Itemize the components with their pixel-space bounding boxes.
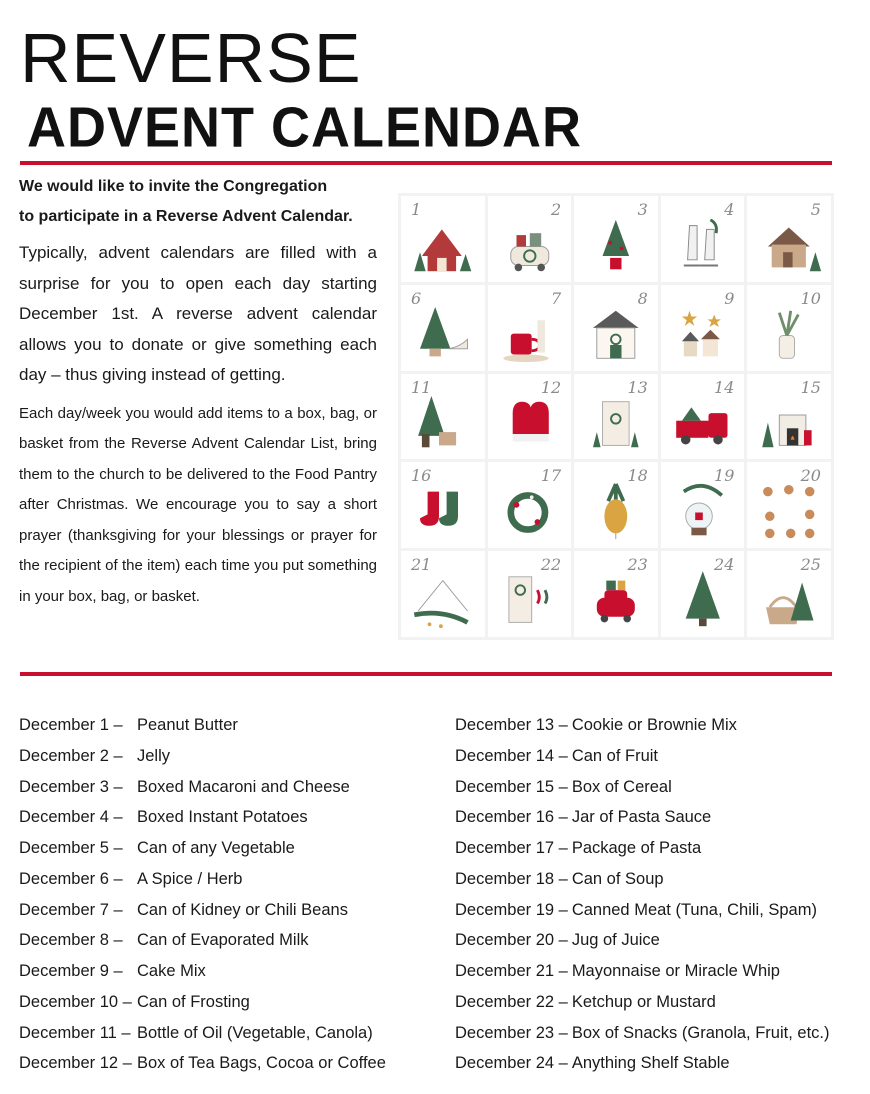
calendar-day-17	[488, 462, 572, 548]
calendar-day-22	[488, 551, 572, 637]
list-item-text: Boxed Instant Potatoes	[137, 808, 308, 827]
advent-calendar-image	[398, 193, 834, 640]
list-item-text: Can of Kidney or Chili Beans	[137, 900, 348, 919]
calendar-day-number: 2	[551, 200, 562, 219]
list-item-text: Can of Frosting	[137, 992, 250, 1011]
calendar-day-10	[747, 285, 831, 371]
list-item	[19, 956, 439, 987]
calendar-day-number: 17	[540, 466, 562, 486]
list-item	[19, 895, 439, 926]
list-item-date: December 8 –	[19, 931, 123, 950]
intro-lead	[19, 172, 377, 232]
list-item-text: Ketchup or Mustard	[571, 992, 716, 1011]
list-item-date: December 16 –	[455, 808, 568, 827]
list-item-text: Box of Cereal	[571, 777, 672, 796]
list-item	[19, 1018, 439, 1049]
list-item-date: December 19 –	[455, 900, 568, 919]
list-item-text: Anything Shelf Stable	[571, 1054, 730, 1073]
list-item	[19, 802, 439, 833]
calendar-day-number: 13	[627, 377, 648, 397]
calendar-day-number: 8	[637, 288, 648, 308]
calendar-day-number: 19	[714, 466, 735, 486]
calendar-day-number: 12	[540, 377, 562, 397]
list-item-text: A Spice / Herb	[137, 869, 243, 888]
calendar-day-25	[747, 551, 831, 637]
list-item-date: December 23 –	[455, 1023, 568, 1042]
list-item-date: December 18 –	[455, 869, 568, 888]
calendar-day-15	[747, 374, 831, 460]
calendar-day-number: 15	[800, 377, 821, 397]
list-item-text: Jug of Juice	[571, 931, 660, 950]
donation-list-left	[19, 710, 439, 1079]
list-item	[455, 802, 855, 833]
calendar-day-number: 5	[810, 200, 821, 219]
list-item	[455, 987, 855, 1018]
intro-lead-line-1: We would like to invite the Congregation	[19, 178, 328, 195]
list-item-text: Can of Soup	[571, 869, 664, 888]
calendar-day-2	[488, 196, 572, 282]
calendar-day-number: 9	[724, 288, 735, 308]
list-item-date: December 11 –	[19, 1023, 131, 1042]
list-item-date: December 15 –	[455, 777, 568, 796]
intro-paragraph-2: Each day/week you would add items to a box, bag, or basket from the Reverse Advent Calendar List, bring them to the church to be delivered to the Food Pantry after Christmas. We encourage you to say a short prayer (thanksgiving for your blessings or prayer for the recipient of the item) each time you put something in your box, bag, or basket.	[19, 404, 377, 605]
list-item	[19, 833, 439, 864]
intro-paragraph-1: Typically, advent calendars are filled with a surprise for you to open each day starting December 1st. A reverse advent calendar allows you to donate or give something each day – thus giving instead of getting.	[19, 243, 377, 384]
title-advent-calendar: ADVENT CALENDAR	[27, 95, 582, 159]
list-item-date: December 1 –	[19, 716, 123, 734]
list-item-date: December 21 –	[455, 962, 568, 980]
list-item-text: Box of Tea Bags, Cocoa or Coffee	[137, 1054, 386, 1073]
list-item	[455, 895, 855, 926]
calendar-day-23	[574, 551, 658, 637]
list-item-date: December 5 –	[19, 839, 123, 857]
list-item-date: December 13 –	[455, 716, 568, 734]
calendar-day-number: 14	[714, 377, 735, 397]
list-item-date: December 14 –	[455, 746, 568, 765]
calendar-day-13	[574, 374, 658, 460]
list-item-date: December 4 –	[19, 808, 123, 827]
list-item-text: Mayonnaise or Miracle Whip	[571, 962, 780, 980]
list-item-text: Jar of Pasta Sauce	[571, 808, 712, 827]
calendar-day-19	[661, 462, 745, 548]
calendar-day-24	[661, 551, 745, 637]
calendar-day-number: 1	[411, 200, 422, 219]
list-item-date: December 12 –	[19, 1054, 132, 1073]
calendar-day-number: 10	[800, 288, 821, 308]
calendar-day-4	[661, 196, 745, 282]
calendar-day-9	[661, 285, 745, 371]
list-item	[455, 864, 855, 895]
calendar-day-7	[488, 285, 572, 371]
donation-list-right	[455, 710, 855, 1079]
list-item	[455, 741, 855, 772]
list-item-date: December 17 –	[455, 839, 568, 857]
list-item-text: Boxed Macaroni and Cheese	[137, 777, 350, 796]
calendar-day-12	[488, 374, 572, 460]
calendar-day-16	[401, 462, 485, 548]
calendar-day-number: 20	[800, 466, 821, 486]
list-item	[19, 987, 439, 1018]
calendar-day-number: 23	[627, 555, 648, 575]
list-item-date: December 9 –	[19, 962, 123, 980]
list-item	[455, 956, 855, 987]
list-item-date: December 24 –	[455, 1054, 568, 1073]
calendar-day-number: 7	[551, 288, 562, 308]
calendar-day-1	[401, 196, 485, 282]
list-item-text: Can of Fruit	[571, 746, 659, 765]
calendar-day-number: 4	[724, 200, 735, 219]
list-item-text: Bottle of Oil (Vegetable, Canola)	[137, 1023, 373, 1042]
list-item-text: Can of any Vegetable	[137, 839, 295, 857]
calendar-day-20	[747, 462, 831, 548]
calendar-day-number: 3	[637, 200, 648, 219]
title-reverse: REVERSE	[20, 19, 362, 97]
list-item	[19, 741, 439, 772]
list-item	[455, 833, 855, 864]
list-item-text: Cookie or Brownie Mix	[571, 716, 737, 734]
intro-section	[19, 172, 377, 612]
list-item	[455, 710, 855, 741]
divider-top	[20, 161, 832, 165]
calendar-day-6	[401, 285, 485, 371]
list-item-text: Cake Mix	[137, 962, 206, 980]
list-item-date: December 2 –	[19, 746, 123, 765]
calendar-day-number: 22	[540, 555, 562, 575]
list-item-text: Package of Pasta	[571, 839, 702, 857]
list-item-text: Jelly	[137, 746, 171, 765]
list-item	[19, 1048, 439, 1079]
intro-lead-line-2: to participate in a Reverse Advent Calendar.	[19, 208, 353, 225]
list-item	[455, 1048, 855, 1079]
calendar-day-21	[401, 551, 485, 637]
list-item	[19, 864, 439, 895]
list-item	[19, 710, 439, 741]
calendar-day-number: 16	[411, 466, 432, 486]
list-item-text: Peanut Butter	[137, 716, 238, 734]
calendar-day-8	[574, 285, 658, 371]
list-item-date: December 3 –	[19, 777, 123, 796]
list-item	[19, 772, 439, 803]
list-item	[455, 1018, 855, 1049]
list-item-date: December 20 –	[455, 931, 568, 950]
list-item-date: December 22 –	[455, 992, 568, 1011]
calendar-day-5	[747, 196, 831, 282]
calendar-day-number: 24	[714, 555, 735, 575]
calendar-day-18	[574, 462, 658, 548]
calendar-day-number: 21	[411, 555, 432, 575]
divider-middle	[20, 672, 832, 676]
calendar-day-number: 25	[800, 555, 821, 575]
list-item-text: Box of Snacks (Granola, Fruit, etc.)	[571, 1023, 830, 1042]
list-item-date: December 7 –	[19, 900, 123, 919]
calendar-day-14	[661, 374, 745, 460]
list-item-text: Can of Evaporated Milk	[137, 931, 309, 950]
list-item-date: December 6 –	[19, 869, 123, 888]
calendar-day-number: 6	[411, 288, 422, 308]
list-item	[19, 925, 439, 956]
calendar-day-number: 18	[627, 466, 648, 486]
list-item-date: December 10 –	[19, 992, 132, 1011]
list-item	[455, 925, 855, 956]
list-item	[455, 772, 855, 803]
calendar-day-number: 11	[411, 377, 432, 397]
calendar-day-11	[401, 374, 485, 460]
list-item-text: Canned Meat (Tuna, Chili, Spam)	[571, 900, 817, 919]
calendar-day-3	[574, 196, 658, 282]
